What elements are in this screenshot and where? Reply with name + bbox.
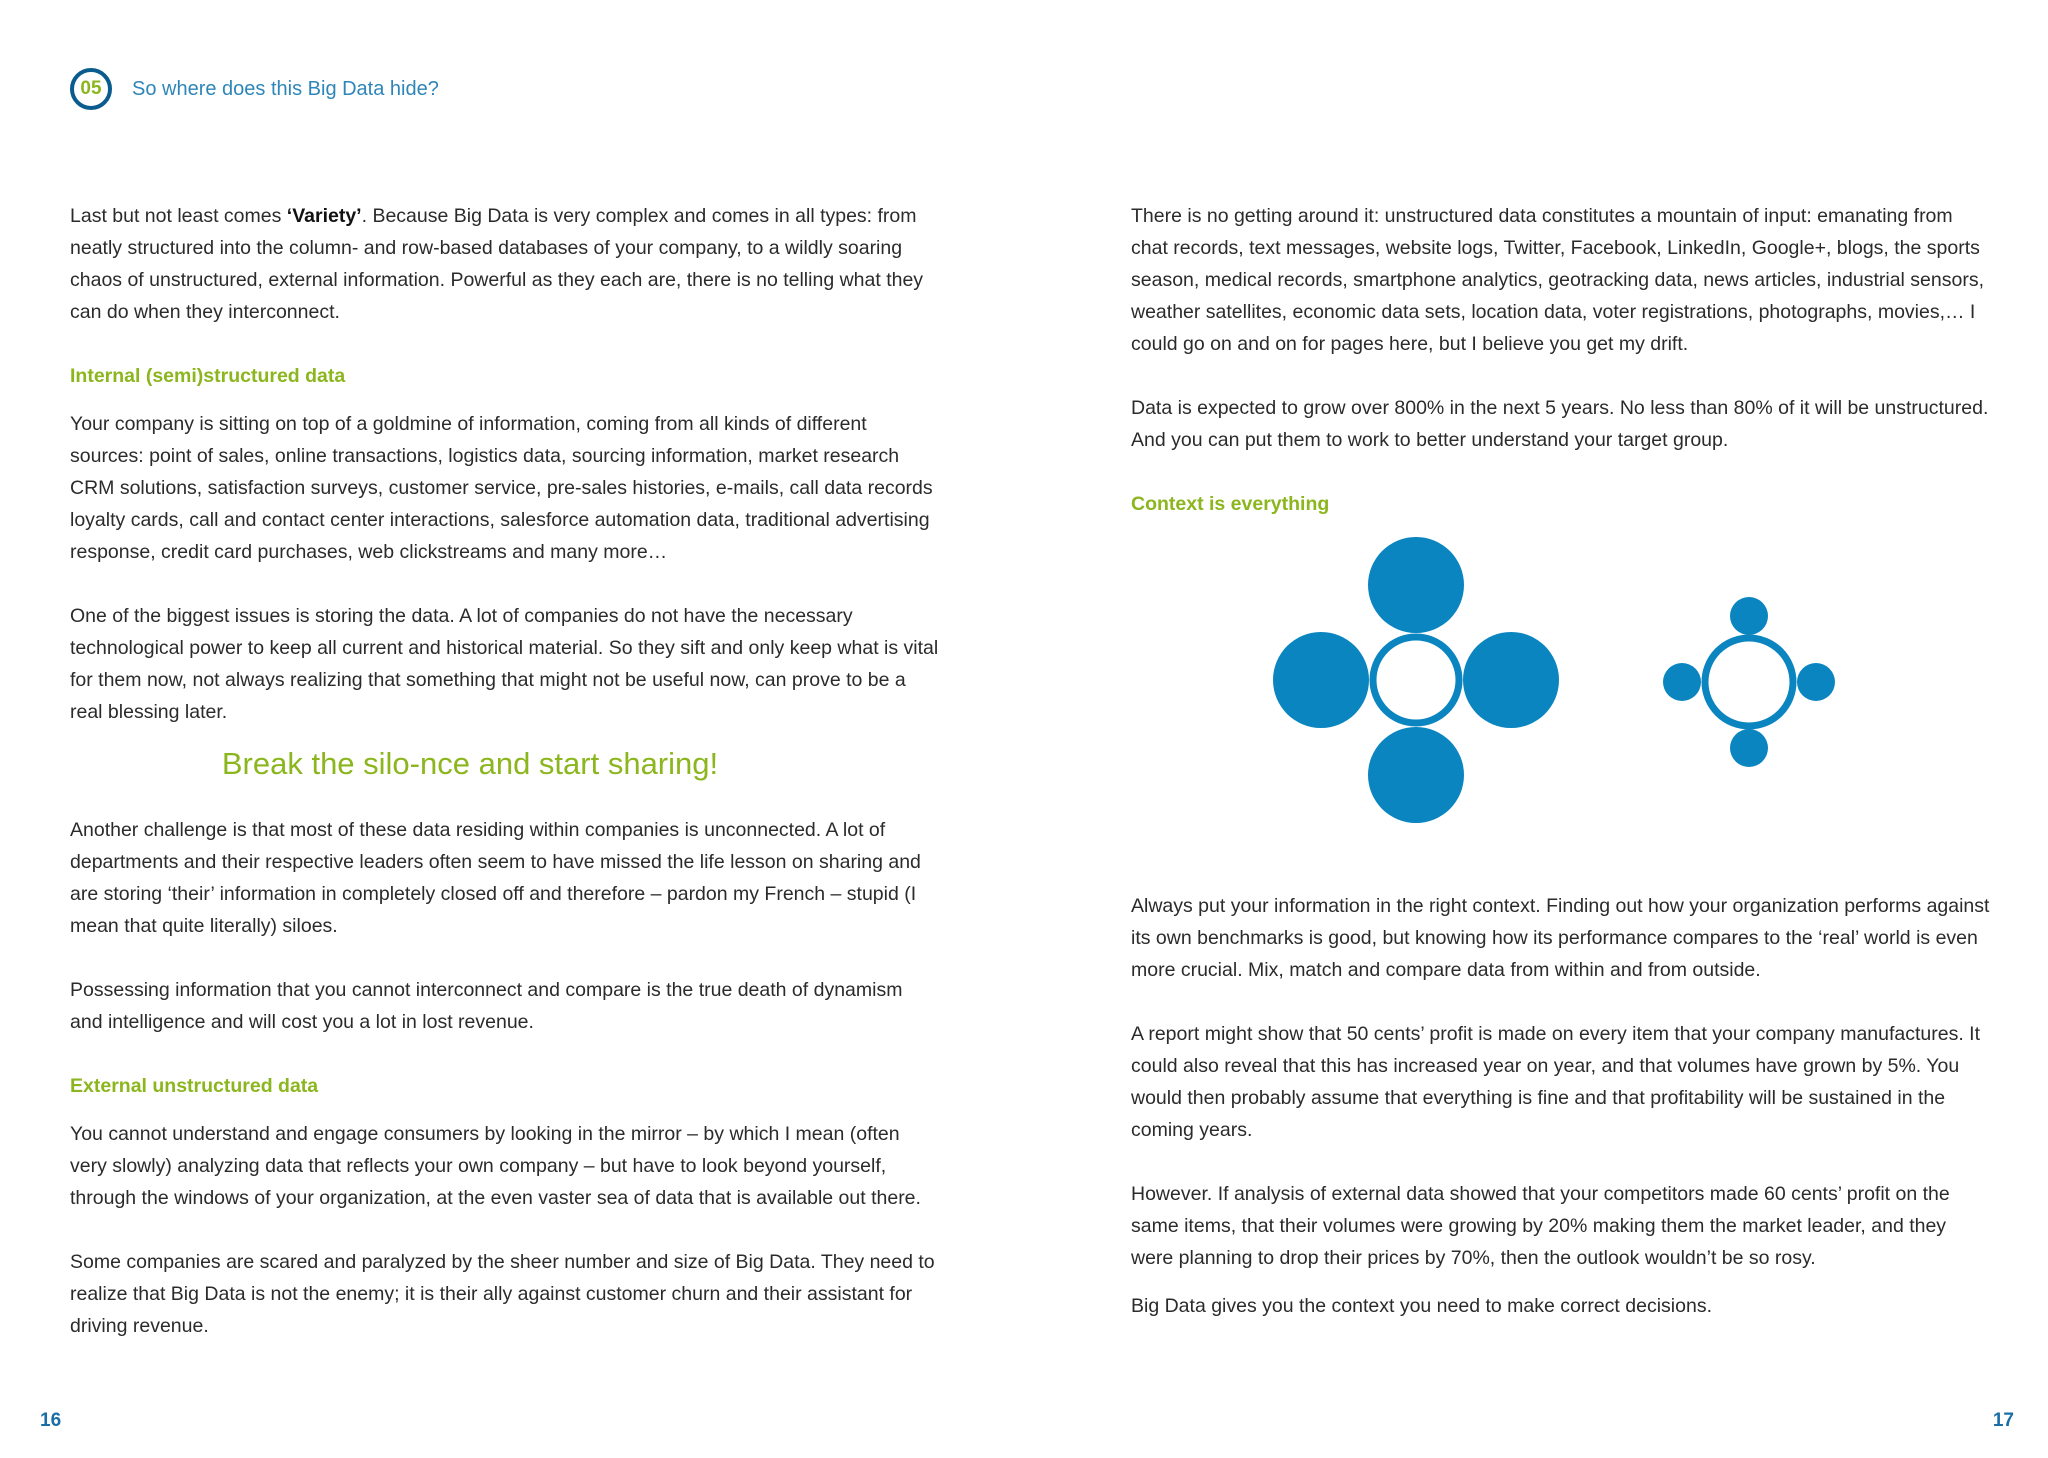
small-right-circle [1797, 663, 1835, 701]
paragraph-silo-1: Another challenge is that most of these data residing within companies is unconnected. A lot of departments and their respective leaders often seem to have missed the life lesson on sharing and are storing ‘their’ information in completely closed off and therefore – pardon my French – stupid (I mean that quite literally) siloes. [70, 819, 921, 937]
paragraph-context-1: Always put your information in the right context. Finding out how your organization performs against its own benchmarks is good, but knowing how its performance compares to the ‘real’ world is even more crucial. Mix, match and compare data from within and from outside. [1131, 895, 1990, 981]
large-left-circle [1273, 632, 1369, 728]
intro-paragraph [70, 200, 940, 328]
large-right-circle [1463, 632, 1559, 728]
paragraph-internal-2: One of the biggest issues is storing the data. A lot of companies do not have the necessary technological power to keep all current and historical material. So they sift and only keep what is vital for them now, not always realizing that something that might not be useful now, can prove to be a real blessing later. [70, 605, 939, 723]
small-context-cluster [1663, 597, 1835, 767]
left-page-column [70, 200, 940, 1374]
context-circles-graphic [1131, 532, 1991, 892]
small-center-ring [1705, 638, 1793, 726]
right-page-column [1131, 200, 1991, 1354]
chapter-number-badge: 05 [70, 68, 112, 110]
large-context-cluster [1273, 537, 1559, 823]
paragraph-growth: Data is expected to grow over 800% in the next 5 years. No less than 80% of it will be unstructured. And you can put them to work to better understand your target group. [1131, 397, 1989, 451]
paragraph-context-2: A report might show that 50 cents’ profit is made on every item that your company manufactures. It could also reveal that this has increased year on year, and that volumes have grown by 5%. You would then probably assume that everything is fine and that profitability will be sustained in the coming years. [1131, 1023, 1981, 1141]
context-illustration [1131, 532, 1991, 892]
small-bottom-circle [1730, 729, 1768, 767]
large-top-circle [1368, 537, 1464, 633]
paragraph-unstructured: There is no getting around it: unstructured data constitutes a mountain of input: emanating from chat records, text messages, website logs, Twitter, Facebook, LinkedIn, Google+, blogs, the sports season, medical records, smartphone analytics, geotracking data, news articles, industrial sensors, weather satellites, economic data sets, location data, voter registrations, photographs, movies,… I could go on and on for pages here, but I believe you get my drift. [1131, 205, 1984, 355]
subhead-context: Context is everything [1131, 493, 1330, 515]
intro-text-rest: . Because Big Data is very complex and comes in all types: from neatly structured into the column- and row-based databases of your company, to a wildly soaring chaos of unstructured, external information. Powerful as they each are, there is no telling what they can do when they interconnect. [70, 205, 924, 323]
subhead-internal: Internal (semi)structured data [70, 365, 346, 387]
paragraph-context-3: However. If analysis of external data showed that your competitors made 60 cents’ profit on the same items, that their volumes were growing by 20% making them the market leader, and they were planning to drop their prices by 70%, then the outlook wouldn’t be so rosy. [1131, 1183, 1950, 1269]
pull-quote: Break the silo-nce and start sharing! [221, 746, 719, 781]
large-bottom-circle [1368, 727, 1464, 823]
paragraph-external-1: You cannot understand and engage consumers by looking in the mirror – by which I mean (often very slowly) analyzing data that reflects your own company – but have to look beyond yourself, through the windows of your organization, at the even vaster sea of data that is available out there. [70, 1123, 921, 1209]
chapter-header [70, 68, 439, 110]
chapter-title: So where does this Big Data hide? [132, 77, 439, 100]
page-number-right: 17 [1992, 1410, 2014, 1431]
paragraph-internal-1: Your company is sitting on top of a goldmine of information, coming from all kinds of different sources: point of sales, online transactions, logistics data, sourcing information, market research CRM solutions, satisfaction surveys, customer service, pre-sales histories, e-mails, call data records loyalty cards, call and contact center interactions, salesforce automation data, traditional advertising response, credit card purchases, web clickstreams and many more… [70, 413, 933, 563]
variety-term: ‘Variety’ [286, 205, 362, 227]
small-top-circle [1730, 597, 1768, 635]
intro-text: Last but not least comes [70, 205, 287, 227]
large-center-ring [1373, 637, 1459, 723]
paragraph-silo-2: Possessing information that you cannot interconnect and compare is the true death of dynamism and intelligence and will cost you a lot in lost revenue. [70, 979, 903, 1033]
page-number-left: 16 [40, 1410, 62, 1431]
small-left-circle [1663, 663, 1701, 701]
paragraph-external-2: Some companies are scared and paralyzed by the sheer number and size of Big Data. They need to realize that Big Data is not the enemy; it is their ally against customer churn and their assistant for driving revenue. [70, 1251, 935, 1337]
subhead-external: External unstructured data [70, 1075, 319, 1097]
paragraph-context-4: Big Data gives you the context you need to make correct decisions. [1131, 1295, 1712, 1317]
